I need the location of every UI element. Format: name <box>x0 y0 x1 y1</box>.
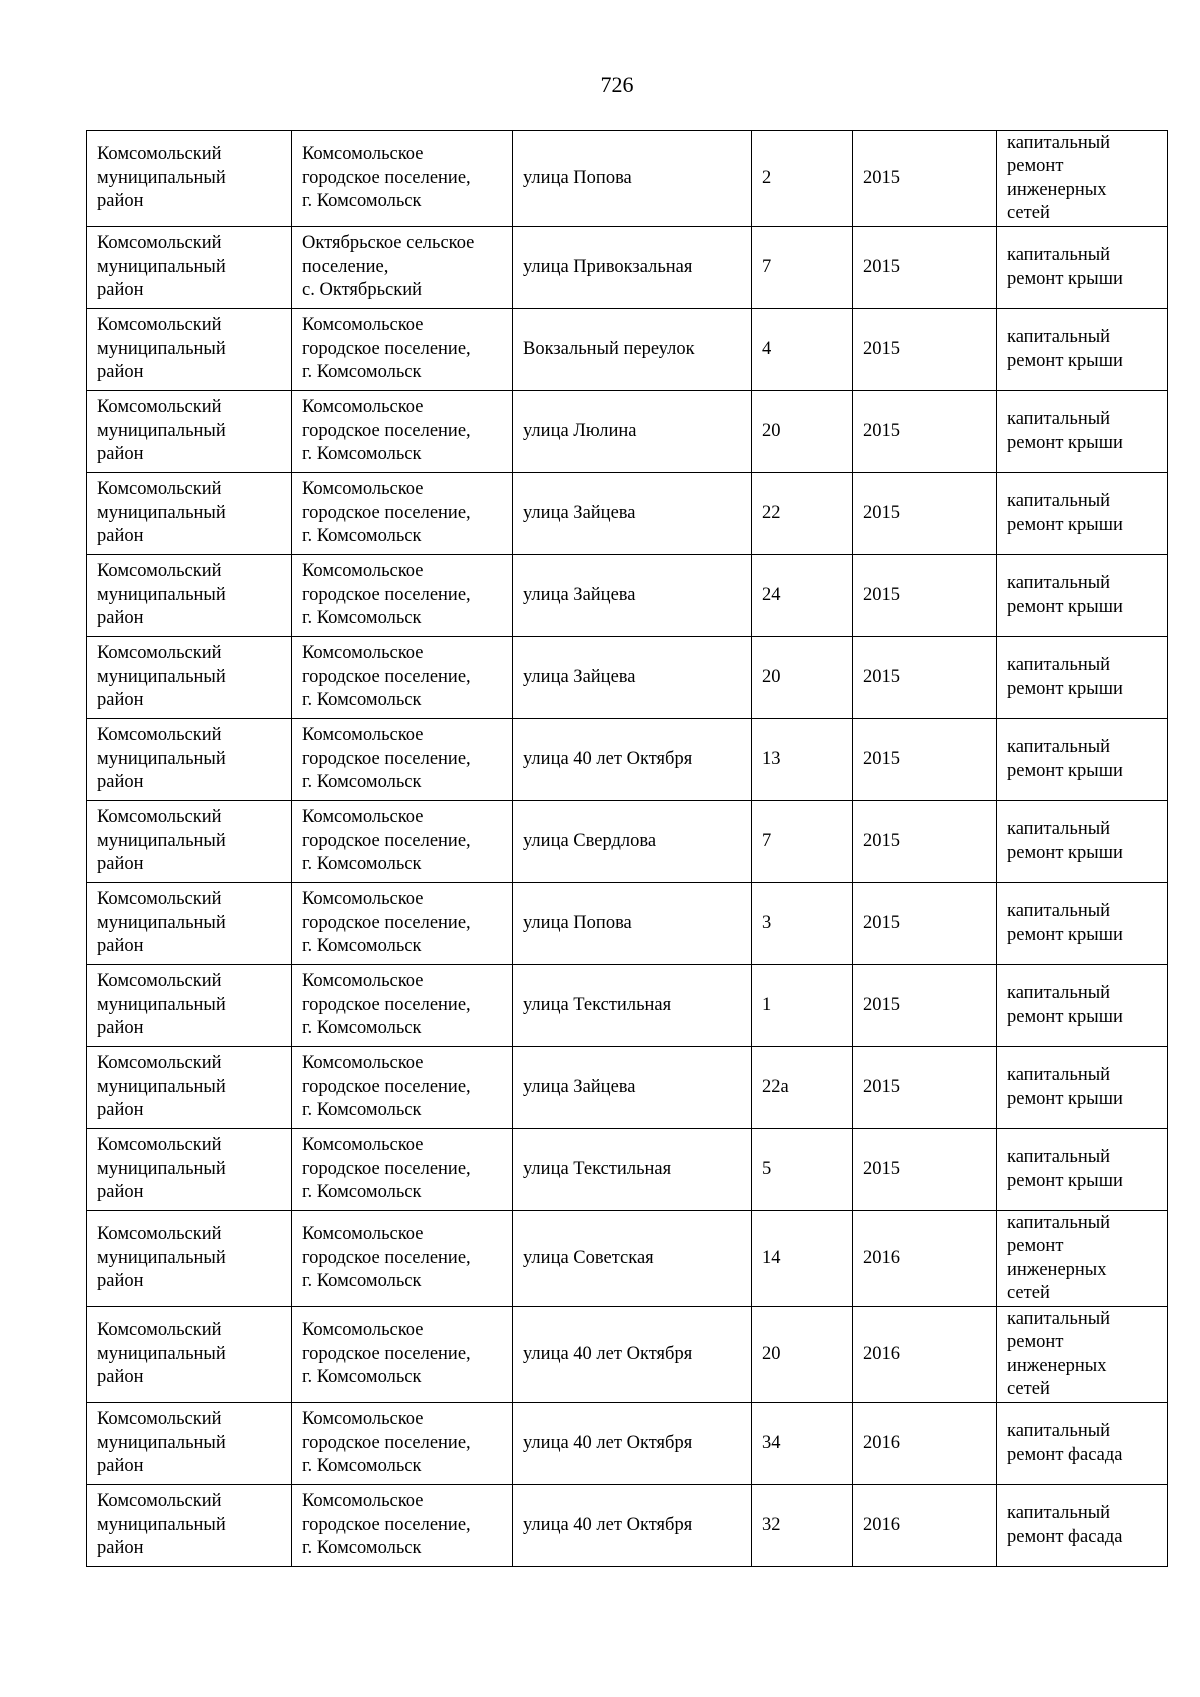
settlement-cell: Комсомольское городское поселение, г. Комсомольск <box>292 801 513 883</box>
house-number-cell: 13 <box>752 719 853 801</box>
street-cell: улица Текстильная <box>513 965 752 1047</box>
table-row <box>87 1047 1168 1129</box>
settlement-cell: Комсомольское городское поселение, г. Комсомольск <box>292 965 513 1047</box>
work-type-cell: капитальный ремонт крыши <box>997 637 1168 719</box>
table-row <box>87 1485 1168 1567</box>
district-cell: Комсомольский муниципальный район <box>87 719 292 801</box>
year-cell: 2015 <box>853 965 997 1047</box>
house-number-cell: 20 <box>752 1307 853 1403</box>
street-cell: улица 40 лет Октября <box>513 1403 752 1485</box>
street-cell: улица Зайцева <box>513 555 752 637</box>
house-number-cell: 4 <box>752 309 853 391</box>
house-number-cell: 3 <box>752 883 853 965</box>
work-type-cell: капитальный ремонт инженерных сетей <box>997 1307 1168 1403</box>
house-number-cell: 22 <box>752 473 853 555</box>
district-cell: Комсомольский муниципальный район <box>87 1485 292 1567</box>
street-cell: улица 40 лет Октября <box>513 1307 752 1403</box>
street-cell: улица Советская <box>513 1211 752 1307</box>
table-row <box>87 227 1168 309</box>
settlement-cell: Комсомольское городское поселение, г. Комсомольск <box>292 637 513 719</box>
page-number: 726 <box>600 72 634 97</box>
house-number-cell: 32 <box>752 1485 853 1567</box>
district-cell: Комсомольский муниципальный район <box>87 391 292 473</box>
year-cell: 2015 <box>853 227 997 309</box>
settlement-cell: Комсомольское городское поселение, г. Комсомольск <box>292 555 513 637</box>
year-cell: 2015 <box>853 555 997 637</box>
year-cell: 2015 <box>853 1129 997 1211</box>
district-cell: Комсомольский муниципальный район <box>87 801 292 883</box>
year-cell: 2015 <box>853 1047 997 1129</box>
house-number-cell: 7 <box>752 801 853 883</box>
settlement-cell: Комсомольское городское поселение, г. Комсомольск <box>292 473 513 555</box>
year-cell: 2015 <box>853 637 997 719</box>
district-cell: Комсомольский муниципальный район <box>87 637 292 719</box>
table-row <box>87 1129 1168 1211</box>
district-cell: Комсомольский муниципальный район <box>87 309 292 391</box>
settlement-cell: Комсомольское городское поселение, г. Комсомольск <box>292 1403 513 1485</box>
house-number-cell: 1 <box>752 965 853 1047</box>
year-cell: 2016 <box>853 1211 997 1307</box>
house-number-cell: 7 <box>752 227 853 309</box>
street-cell: улица Попова <box>513 883 752 965</box>
work-type-cell: капитальный ремонт крыши <box>997 1129 1168 1211</box>
work-type-cell: капитальный ремонт крыши <box>997 801 1168 883</box>
table-row <box>87 1403 1168 1485</box>
work-type-cell: капитальный ремонт фасада <box>997 1403 1168 1485</box>
street-cell: улица Зайцева <box>513 473 752 555</box>
table-row <box>87 131 1168 227</box>
work-type-cell: капитальный ремонт крыши <box>997 1047 1168 1129</box>
settlement-cell: Комсомольское городское поселение, г. Комсомольск <box>292 1047 513 1129</box>
settlement-cell: Комсомольское городское поселение, г. Комсомольск <box>292 309 513 391</box>
year-cell: 2015 <box>853 391 997 473</box>
district-cell: Комсомольский муниципальный район <box>87 1129 292 1211</box>
table-row <box>87 801 1168 883</box>
work-type-cell: капитальный ремонт инженерных сетей <box>997 1211 1168 1307</box>
work-type-cell: капитальный ремонт фасада <box>997 1485 1168 1567</box>
year-cell: 2015 <box>853 801 997 883</box>
year-cell: 2016 <box>853 1485 997 1567</box>
table-row <box>87 637 1168 719</box>
district-cell: Комсомольский муниципальный район <box>87 227 292 309</box>
table-row <box>87 719 1168 801</box>
table-row <box>87 1211 1168 1307</box>
district-cell: Комсомольский муниципальный район <box>87 555 292 637</box>
settlement-cell: Комсомольское городское поселение, г. Комсомольск <box>292 1307 513 1403</box>
settlement-cell: Октябрьское сельское поселение, с. Октябрьский <box>292 227 513 309</box>
house-number-cell: 22а <box>752 1047 853 1129</box>
year-cell: 2015 <box>853 309 997 391</box>
street-cell: улица Зайцева <box>513 637 752 719</box>
street-cell: улица Текстильная <box>513 1129 752 1211</box>
table-row <box>87 965 1168 1047</box>
street-cell: улица Попова <box>513 131 752 227</box>
settlement-cell: Комсомольское городское поселение, г. Комсомольск <box>292 1211 513 1307</box>
house-number-cell: 5 <box>752 1129 853 1211</box>
settlement-cell: Комсомольское городское поселение, г. Комсомольск <box>292 719 513 801</box>
house-number-cell: 2 <box>752 131 853 227</box>
year-cell: 2015 <box>853 131 997 227</box>
year-cell: 2015 <box>853 883 997 965</box>
work-type-cell: капитальный ремонт крыши <box>997 473 1168 555</box>
street-cell: улица 40 лет Октября <box>513 719 752 801</box>
street-cell: улица Зайцева <box>513 1047 752 1129</box>
work-type-cell: капитальный ремонт крыши <box>997 227 1168 309</box>
table-body <box>87 131 1168 1567</box>
work-type-cell: капитальный ремонт крыши <box>997 965 1168 1047</box>
district-cell: Комсомольский муниципальный район <box>87 473 292 555</box>
settlement-cell: Комсомольское городское поселение, г. Комсомольск <box>292 1129 513 1211</box>
house-number-cell: 20 <box>752 391 853 473</box>
district-cell: Комсомольский муниципальный район <box>87 1211 292 1307</box>
district-cell: Комсомольский муниципальный район <box>87 883 292 965</box>
work-type-cell: капитальный ремонт крыши <box>997 719 1168 801</box>
work-type-cell: капитальный ремонт крыши <box>997 555 1168 637</box>
work-type-cell: капитальный ремонт крыши <box>997 391 1168 473</box>
settlement-cell: Комсомольское городское поселение, г. Комсомольск <box>292 883 513 965</box>
year-cell: 2015 <box>853 473 997 555</box>
table-row <box>87 473 1168 555</box>
settlement-cell: Комсомольское городское поселение, г. Комсомольск <box>292 391 513 473</box>
street-cell: Вокзальный переулок <box>513 309 752 391</box>
street-cell: улица Привокзальная <box>513 227 752 309</box>
year-cell: 2016 <box>853 1307 997 1403</box>
district-cell: Комсомольский муниципальный район <box>87 1047 292 1129</box>
street-cell: улица Люлина <box>513 391 752 473</box>
house-number-cell: 20 <box>752 637 853 719</box>
year-cell: 2015 <box>853 719 997 801</box>
street-cell: улица 40 лет Октября <box>513 1485 752 1567</box>
repair-schedule-table <box>86 130 1168 1567</box>
table-row <box>87 391 1168 473</box>
district-cell: Комсомольский муниципальный район <box>87 1403 292 1485</box>
table-row <box>87 883 1168 965</box>
table-row <box>87 555 1168 637</box>
table-row <box>87 1307 1168 1403</box>
house-number-cell: 24 <box>752 555 853 637</box>
settlement-cell: Комсомольское городское поселение, г. Комсомольск <box>292 131 513 227</box>
street-cell: улица Свердлова <box>513 801 752 883</box>
work-type-cell: капитальный ремонт крыши <box>997 883 1168 965</box>
work-type-cell: капитальный ремонт крыши <box>997 309 1168 391</box>
table-row <box>87 309 1168 391</box>
settlement-cell: Комсомольское городское поселение, г. Комсомольск <box>292 1485 513 1567</box>
district-cell: Комсомольский муниципальный район <box>87 131 292 227</box>
district-cell: Комсомольский муниципальный район <box>87 965 292 1047</box>
district-cell: Комсомольский муниципальный район <box>87 1307 292 1403</box>
house-number-cell: 34 <box>752 1403 853 1485</box>
house-number-cell: 14 <box>752 1211 853 1307</box>
work-type-cell: капитальный ремонт инженерных сетей <box>997 131 1168 227</box>
year-cell: 2016 <box>853 1403 997 1485</box>
